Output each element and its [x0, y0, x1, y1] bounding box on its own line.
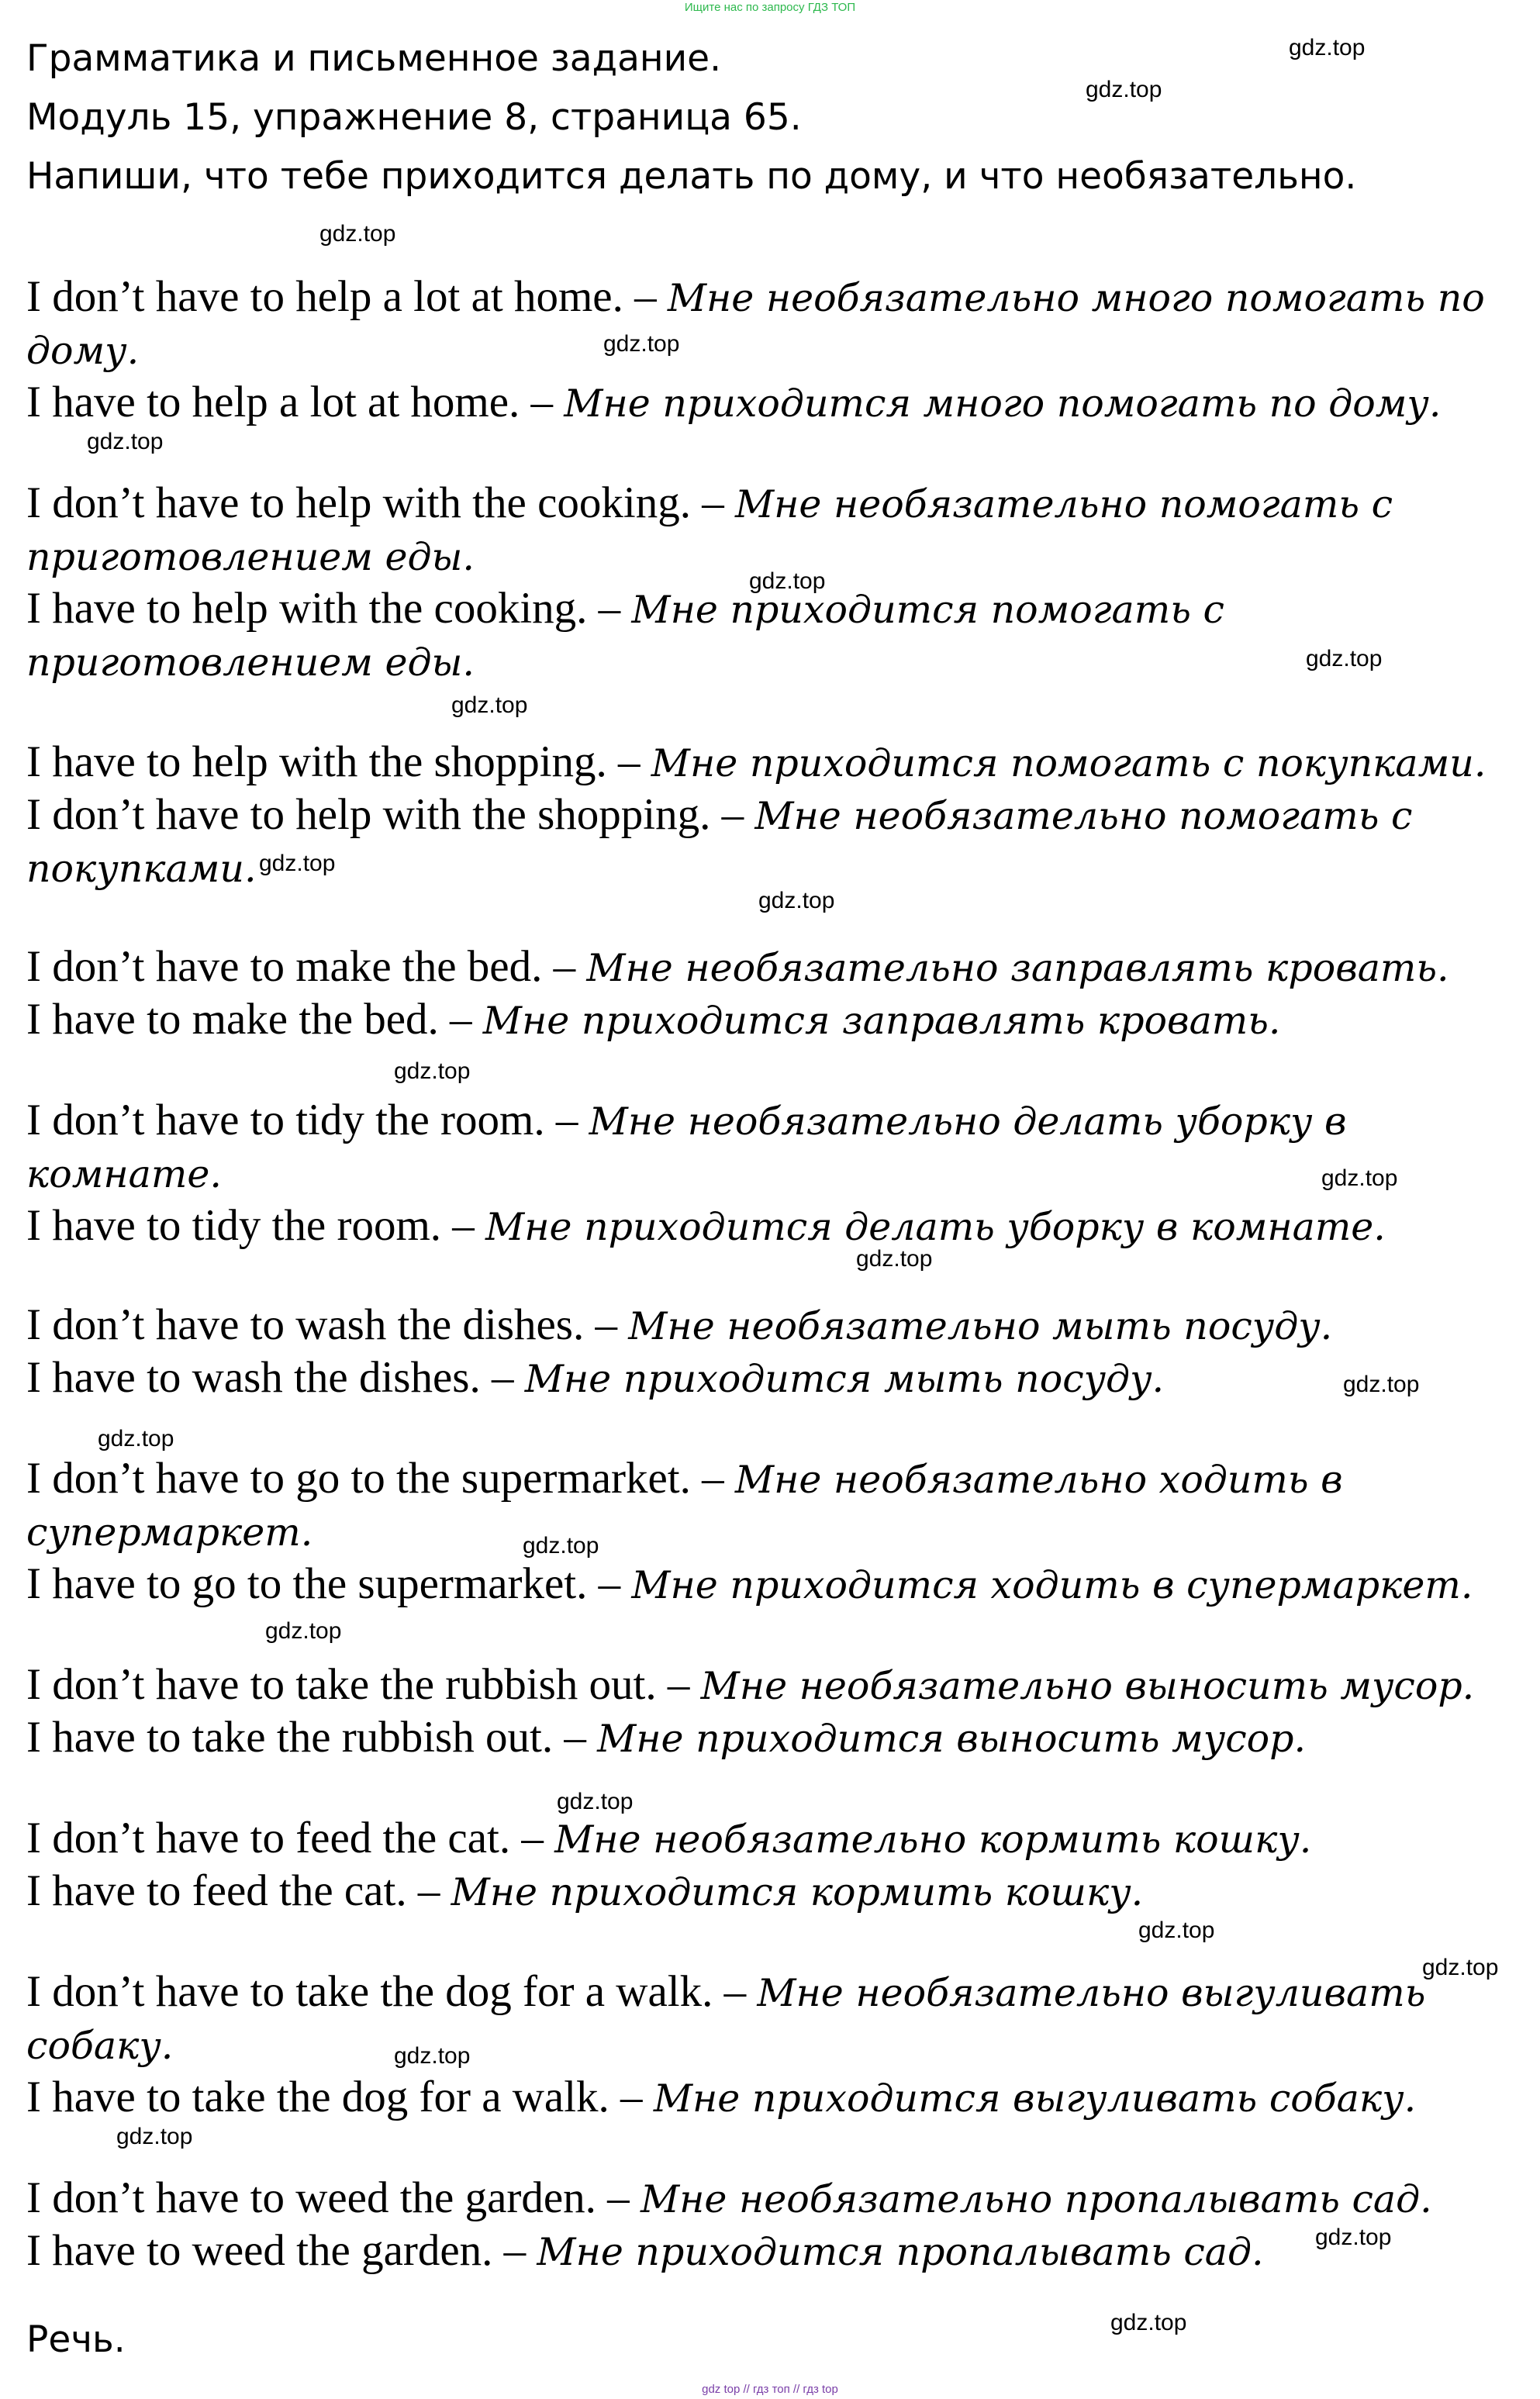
sentence-pair-help-at-home — [26, 271, 1523, 430]
english-sentence: I don’t have to feed the cat. – — [26, 1814, 555, 1862]
russian-translation: Мне необязательно много помогать по дому. — [26, 276, 1485, 373]
watermark: gdz.top — [749, 568, 826, 594]
watermark: gdz.top — [451, 692, 528, 718]
module-info: Модуль 15, упражнение 8, страница 65. — [26, 96, 802, 139]
sentence-pair-walk-dog — [26, 1966, 1523, 2125]
russian-translation: Мне приходится заправлять кровать. — [482, 999, 1281, 1043]
russian-translation: Мне необязательно помогать с покупками. — [26, 794, 1413, 891]
watermark: gdz.top — [1343, 1372, 1420, 1397]
russian-translation: Мне приходится выгуливать собаку. — [653, 2076, 1417, 2121]
english-sentence: I don’t have to take the dog for a walk. – — [26, 1967, 758, 2016]
watermark: gdz.top — [1315, 2225, 1392, 2250]
watermark: gdz.top — [603, 331, 680, 357]
section-title: Грамматика и письменное задание. — [26, 37, 722, 80]
russian-translation: Мне приходится пропалывать сад. — [537, 2230, 1264, 2274]
watermark: gdz.top — [98, 1426, 174, 1451]
sentence-pair-supermarket — [26, 1453, 1523, 1611]
russian-translation: Мне необязательно делать уборку в комнате. — [26, 1099, 1347, 1196]
sentence-pair-rubbish — [26, 1659, 1523, 1765]
russian-translation: Мне приходится ходить в супермаркет. — [631, 1563, 1473, 1607]
english-sentence: I have to wash the dishes. – — [26, 1353, 525, 1402]
watermark: gdz.top — [394, 1058, 471, 1084]
watermark: gdz.top — [1306, 646, 1383, 671]
russian-translation: Мне необязательно помогать с приготовлением еды. — [26, 482, 1393, 579]
russian-translation: Мне необязательно заправлять кровать. — [586, 946, 1449, 990]
sentence-pair-shopping — [26, 737, 1523, 895]
sentence-pair-make-bed — [26, 941, 1523, 1047]
english-sentence: I have to help a lot at home. – — [26, 378, 565, 426]
watermark: gdz.top — [394, 2043, 471, 2069]
english-sentence: I have to help with the shopping. – — [26, 737, 651, 786]
english-sentence: I have to tidy the room. – — [26, 1201, 486, 1250]
watermark: gdz.top — [319, 221, 396, 247]
russian-translation: Мне необязательно ходить в супермаркет. — [26, 1458, 1343, 1555]
english-sentence: I have to take the dog for a walk. – — [26, 2073, 654, 2121]
english-sentence: I don’t have to make the bed. – — [26, 942, 587, 991]
russian-translation: Мне необязательно пропалывать сад. — [640, 2177, 1432, 2221]
english-sentence: I don’t have to help with the shopping. – — [26, 790, 755, 839]
english-sentence: I have to feed the cat. – — [26, 1866, 451, 1915]
watermark: gdz.top — [758, 888, 835, 913]
watermark: gdz.top — [259, 851, 336, 876]
watermark: gdz.top — [523, 1533, 599, 1558]
watermark: gdz.top — [1321, 1165, 1398, 1191]
watermark: gdz.top — [1110, 2310, 1187, 2335]
english-sentence: I don’t have to take the rubbish out. – — [26, 1660, 701, 1709]
english-sentence: I don’t have to wash the dishes. – — [26, 1300, 629, 1349]
watermark: gdz.top — [1086, 77, 1162, 102]
sentence-pair-wash-dishes — [26, 1300, 1523, 1405]
russian-translation: Мне приходится помогать с покупками. — [651, 741, 1486, 785]
watermark: gdz.top — [557, 1789, 634, 1814]
english-sentence: I don’t have to help a lot at home. – — [26, 272, 668, 321]
watermark: gdz.top — [116, 2124, 193, 2149]
watermark: gdz.top — [1138, 1917, 1215, 1943]
english-sentence: I don’t have to go to the supermarket. – — [26, 1454, 735, 1503]
speech-section-title: Речь. — [26, 2318, 126, 2361]
english-sentence: I don’t have to tidy the room. – — [26, 1096, 589, 1144]
russian-translation: Мне приходится много помогать по дому. — [564, 381, 1442, 426]
english-sentence: I have to help with the cooking. – — [26, 584, 632, 633]
english-sentence: I have to take the rubbish out. – — [26, 1713, 598, 1762]
english-sentence: I have to weed the garden. – — [26, 2226, 537, 2275]
watermark: gdz.top — [87, 429, 164, 454]
russian-translation: Мне приходится делать уборку в комнате. — [485, 1205, 1386, 1249]
russian-translation: Мне необязательно выносить мусор. — [700, 1664, 1475, 1708]
watermark: gdz.top — [265, 1618, 342, 1644]
watermark: gdz.top — [1289, 35, 1366, 60]
bottom-banner: gdz top // гдз топ // гдз top — [702, 2383, 838, 2396]
russian-translation: Мне необязательно кормить кошку. — [554, 1817, 1312, 1862]
english-sentence: I have to go to the supermarket. – — [26, 1559, 632, 1608]
russian-translation: Мне приходится помогать с приготовлением еды. — [26, 588, 1224, 685]
russian-translation: Мне приходится выносить мусор. — [597, 1717, 1307, 1761]
russian-translation: Мне приходится мыть посуду. — [524, 1357, 1165, 1401]
sentence-pair-feed-cat — [26, 1813, 1523, 1918]
english-sentence: I have to make the bed. – — [26, 995, 483, 1044]
english-sentence: I don’t have to help with the cooking. – — [26, 478, 735, 527]
sentence-pair-weed-garden — [26, 2173, 1523, 2278]
task-instruction: Напиши, что тебе приходится делать по дому, и что необязательно. — [26, 155, 1357, 198]
russian-translation: Мне необязательно выгуливать собаку. — [26, 1971, 1426, 2068]
watermark: gdz.top — [856, 1246, 933, 1272]
sentence-pair-tidy-room — [26, 1095, 1523, 1253]
watermark: gdz.top — [1422, 1955, 1499, 1980]
russian-translation: Мне необязательно мыть посуду. — [628, 1304, 1333, 1348]
russian-translation: Мне приходится кормить кошку. — [451, 1870, 1144, 1914]
top-banner: Ищите нас по запросу ГДЗ ТОП — [684, 1, 856, 14]
english-sentence: I don’t have to weed the garden. – — [26, 2173, 641, 2222]
